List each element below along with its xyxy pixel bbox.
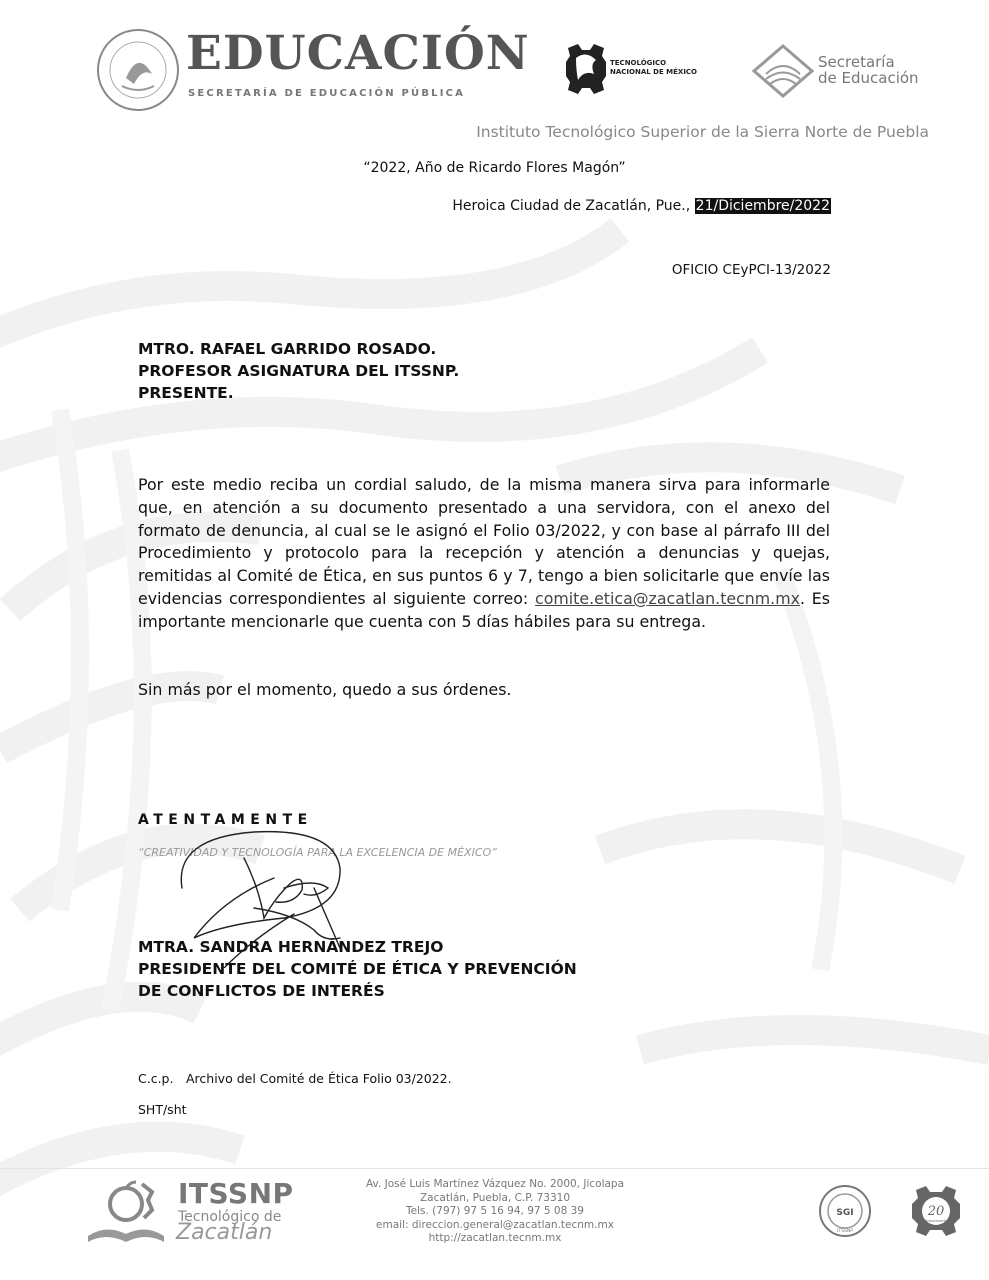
recipient-block	[138, 338, 459, 404]
ccp-label: C.c.p.	[138, 1071, 174, 1086]
anniversary-text: Aniversario	[924, 1218, 948, 1223]
email-line[interactable]: email: direccion.general@zacatlan.tecnm.mx	[376, 1218, 614, 1231]
sgi-text: ITSSNP	[837, 1229, 853, 1234]
tecnm-gear-logo	[564, 40, 608, 98]
handwritten-signature	[164, 818, 374, 968]
body-text-after: . Es importante mencionarle que cuenta con 5 días hábiles para su entrega.	[138, 588, 830, 631]
recipient-name: MTRO. RAFAEL GARRIDO ROSADO.	[138, 340, 437, 358]
footer-address	[330, 1178, 660, 1246]
institutional-slogan: “CREATIVIDAD Y TECNOLOGÍA PARA LA EXCELENCIA DE MÉXICO”	[138, 846, 497, 859]
tecnm-line2: NACIONAL DE MÉXICO	[610, 68, 698, 76]
sgi-certification-seal	[818, 1184, 872, 1238]
footer-divider	[0, 1168, 989, 1169]
itssnp-name: ITSSNP	[178, 1177, 294, 1210]
recipient-greeting: PRESENTE.	[138, 384, 234, 402]
place: Heroica Ciudad de Zacatlán, Pue.,	[452, 198, 691, 214]
background-watermark	[0, 150, 989, 1260]
phone-line: Tels. (797) 97 5 16 94, 97 5 08 39	[406, 1205, 584, 1217]
tecnm-text	[610, 59, 697, 77]
anniversary-gear-logo	[906, 1182, 966, 1240]
year-motto: “2022, Año de Ricardo Flores Magón”	[363, 160, 626, 176]
institute-name: Instituto Tecnológico Superior de la Sierra Norte de Puebla	[476, 123, 929, 141]
body-paragraph	[138, 474, 830, 634]
education-subtitle: SECRETARÍA DE EDUCACIÓN PÚBLICA	[188, 88, 466, 99]
sep-line1: Secretaría	[818, 53, 895, 71]
sgi-label: SGI	[836, 1208, 854, 1218]
email-link[interactable]: comite.etica@zacatlan.tecnm.mx	[535, 588, 800, 608]
sep-logo	[752, 44, 814, 98]
address-line: Av. José Luis Martínez Vázquez No. 2000, Jicolapa	[365, 1178, 625, 1190]
education-title: EDUCACIÓN	[186, 26, 530, 81]
address-line: Zacatlán, Puebla, C.P. 73310	[419, 1191, 571, 1204]
initials: SHT/sht	[138, 1102, 187, 1117]
oficio-number: OFICIO CEyPCI-13/2022	[671, 262, 831, 278]
body-text: Por este medio reciba un cordial saludo, de la misma manera sirva para informarle que, en atención a su documento presentado a una servidora, con el anexo del formato de denuncia, al cual se le asignó el Folio 03/2022, y con base al párrafo III del Procedimiento y protocolo para la recepción y atención a denuncias y quejas, remitidas al Comité de Ética, en sus puntos 6 y 7, tengo a bien solicitarle que envíe las evidencias correspondientes al siguiente correo:	[138, 475, 830, 608]
signer-title-line2: DE CONFLICTOS DE INTERÉS	[138, 982, 385, 1000]
signer-title-line1: PRESIDENTE DEL COMITÉ DE ÉTICA Y PREVENCIÓN	[138, 960, 577, 978]
place-date	[452, 198, 831, 214]
atentamente-label: ATENTAMENTE	[138, 812, 313, 828]
ccp-text: Archivo del Comité de Ética Folio 03/2022.	[186, 1071, 452, 1086]
itssnp-subtitle1: Tecnológico de	[178, 1209, 282, 1225]
signer-name: MTRA. SANDRA HERNÁNDEZ TREJO	[138, 938, 444, 956]
ccp-line	[138, 1071, 452, 1086]
closing-line: Sin más por el momento, quedo a sus órdenes.	[138, 680, 512, 699]
website-line[interactable]: http://zacatlan.tecnm.mx	[428, 1232, 562, 1244]
mexico-seal-logo	[96, 28, 180, 112]
anniversary-number: 20	[927, 1204, 945, 1219]
itssnp-subtitle2: Zacatlán	[176, 1220, 273, 1245]
recipient-position: PROFESOR ASIGNATURA DEL ITSSNP.	[138, 362, 460, 380]
itssnp-book-apple-icon	[86, 1178, 166, 1248]
date-highlight: 21/Diciembre/2022	[695, 198, 830, 214]
tecnm-line1: TECNOLÓGICO	[610, 59, 667, 67]
sep-text	[818, 54, 919, 86]
sep-line2: de Educación	[818, 69, 919, 87]
